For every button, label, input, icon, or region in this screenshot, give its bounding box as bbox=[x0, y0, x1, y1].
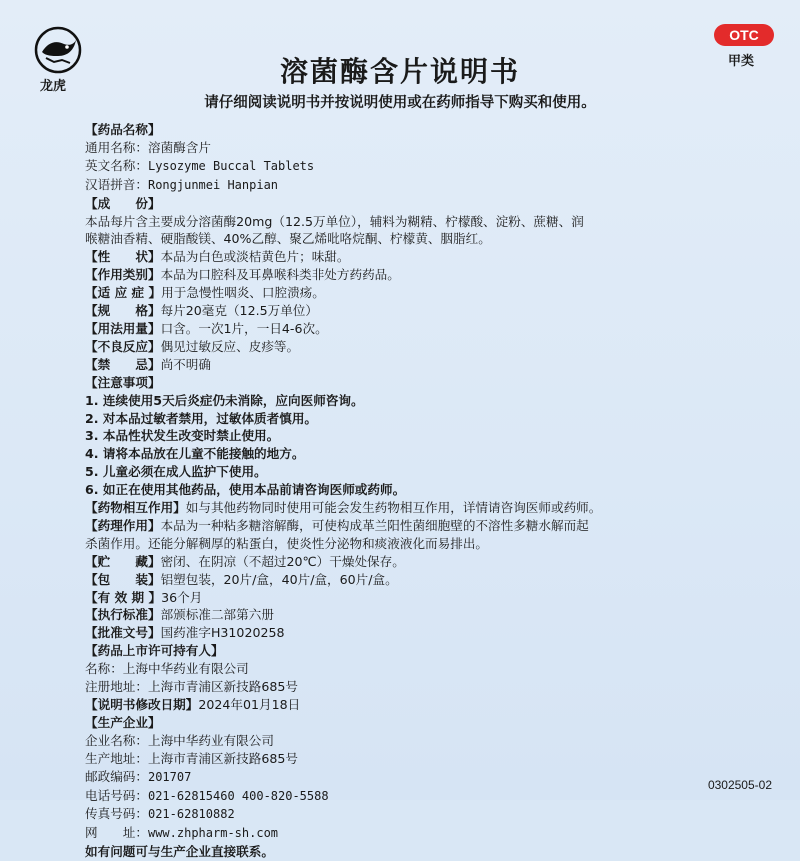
value: 国药准字H31020258 bbox=[160, 625, 285, 641]
value: 本品为一种粘多糖溶解酶，可使构成革兰阳性菌细胞壁的不溶性多糖水解而起 bbox=[160, 517, 589, 533]
standard-row bbox=[85, 606, 775, 624]
phone-row bbox=[85, 787, 775, 806]
common-name-row bbox=[85, 139, 775, 157]
value: Rongjunmei Hanpian bbox=[147, 177, 279, 192]
value: 上海市青浦区新技路685号 bbox=[147, 750, 298, 766]
appearance-row bbox=[85, 248, 775, 266]
precaution-item: 4. 请将本品放在儿童不能接触的地方。 bbox=[85, 446, 305, 462]
value: 上海中华药业有限公司 bbox=[122, 661, 249, 677]
precaution-item: 1. 连续使用5天后炎症仍未消除，应向医师咨询。 bbox=[85, 392, 364, 408]
revision-row bbox=[85, 696, 775, 714]
value: www.zhpharm-sh.com bbox=[147, 826, 279, 841]
value: 密闭、在阴凉（不超过20℃）干燥处保存。 bbox=[160, 553, 405, 569]
label: 名称： bbox=[85, 661, 123, 677]
package-row bbox=[85, 571, 775, 589]
label: 邮政编码： bbox=[85, 768, 148, 784]
value: 36个月 bbox=[161, 589, 203, 605]
english-name-row bbox=[85, 157, 775, 176]
value: 用于急慢性咽炎、口腔溃疡。 bbox=[161, 285, 325, 301]
leaflet-content bbox=[85, 121, 775, 861]
label: 【用法用量】 bbox=[85, 320, 161, 336]
footer-code: 0302505-02 bbox=[707, 778, 772, 792]
label: 【批准文号】 bbox=[85, 625, 161, 641]
precaution-item: 6. 如正在使用其他药品，使用本品前请咨询医师或药师。 bbox=[85, 482, 406, 498]
label: 通用名称： bbox=[85, 139, 148, 155]
section-name-header: 【药品名称】 bbox=[85, 122, 161, 137]
dosage-row bbox=[85, 320, 775, 338]
value: 上海市青浦区新技路685号 bbox=[147, 679, 298, 695]
holder-name-row bbox=[85, 660, 775, 678]
otc-badge: OTC bbox=[714, 24, 774, 46]
value: Lysozyme Buccal Tablets bbox=[147, 158, 315, 173]
value: 如与其他药物同时使用可能会发生药物相互作用，详情请咨询医师或药师。 bbox=[185, 500, 602, 516]
contra-row bbox=[85, 356, 775, 374]
value: 2024年01月18日 bbox=[198, 697, 301, 712]
pinyin-row bbox=[85, 176, 775, 195]
label: 【药物相互作用】 bbox=[85, 500, 186, 516]
page-title: 溶菌酶含片说明书 bbox=[279, 55, 520, 88]
label: 【包 装】 bbox=[85, 571, 161, 587]
precaution-item: 3. 本品性状发生改变时禁止使用。 bbox=[85, 428, 280, 444]
postcode-row bbox=[85, 768, 775, 787]
section-precautions: 【注意事项】 bbox=[85, 374, 161, 390]
value: 部颁标准二部第六册 bbox=[160, 607, 274, 623]
label: 【禁 忌】 bbox=[85, 356, 161, 372]
value: 偶见过敏反应、皮疹等。 bbox=[160, 338, 300, 354]
ingredients-line-1: 本品每片含主要成分溶菌酶20mg（12.5万单位），辅料为糊精、柠檬酸、淀粉、蔗糖、润 bbox=[85, 213, 584, 229]
value: 201707 bbox=[147, 769, 192, 784]
label: 英文名称： bbox=[85, 157, 148, 173]
fax-row bbox=[85, 805, 775, 824]
value: 铝塑包装，20片/盒，40片/盒，60片/盒。 bbox=[160, 571, 398, 587]
section-ingredients: 【成 份】 bbox=[85, 195, 161, 211]
interaction-row bbox=[85, 499, 775, 517]
mfr-addr-row bbox=[85, 750, 775, 768]
label: 【有 效 期 】 bbox=[85, 589, 162, 605]
pharmacology-row bbox=[85, 517, 775, 535]
value: 021-62810882 bbox=[147, 807, 235, 822]
value: 本品为口腔科及耳鼻喉科类非处方药药品。 bbox=[160, 267, 400, 283]
value: 尚不明确 bbox=[160, 356, 211, 372]
label: 【说明书修改日期】 bbox=[85, 697, 199, 712]
section-manufacturer: 【生产企业】 bbox=[85, 714, 161, 730]
value: 021-62815460 400-820-5588 bbox=[147, 788, 329, 803]
label: 汉语拼音： bbox=[85, 176, 148, 192]
value: 上海中华药业有限公司 bbox=[147, 732, 274, 748]
label: 【不良反应】 bbox=[85, 338, 161, 354]
label: 企业名称： bbox=[85, 732, 148, 748]
label: 【执行标准】 bbox=[85, 607, 161, 623]
closing-note: 如有问题可与生产企业直接联系。 bbox=[85, 844, 274, 860]
holder-addr-row bbox=[85, 678, 775, 696]
brand-name: 龙虎 bbox=[40, 79, 67, 94]
spec-row bbox=[85, 302, 775, 320]
precaution-item: 2. 对本品过敏者禁用，过敏体质者慎用。 bbox=[85, 410, 318, 426]
label: 【贮 藏】 bbox=[85, 553, 161, 569]
value: 每片20毫克（12.5万单位） bbox=[160, 303, 318, 319]
section-holder: 【药品上市许可持有人】 bbox=[85, 643, 224, 659]
otc-class: 甲类 bbox=[728, 54, 755, 69]
approval-row bbox=[85, 624, 775, 642]
pharmacology-line-2: 杀菌作用。还能分解稠厚的粘蛋白，使炎性分泌物和痰液液化而易排出。 bbox=[85, 535, 488, 551]
page-subtitle: 请仔细阅读说明书并按说明使用或在药师指导下购买和使用。 bbox=[204, 95, 596, 111]
indication-row bbox=[85, 284, 775, 302]
label: 【规 格】 bbox=[85, 303, 161, 319]
value: 口含。一次1片，一日4-6次。 bbox=[160, 320, 328, 336]
value: 本品为白色或淡桔黄色片；味甜。 bbox=[160, 249, 350, 265]
label: 【性 状】 bbox=[85, 249, 161, 265]
adverse-row bbox=[85, 338, 775, 356]
label: 网 址： bbox=[85, 825, 148, 841]
precaution-item: 5. 儿童必须在成人监护下使用。 bbox=[85, 464, 267, 480]
category-row bbox=[85, 266, 775, 284]
label: 电话号码： bbox=[85, 787, 148, 803]
label: 传真号码： bbox=[85, 806, 148, 822]
label: 【药理作用】 bbox=[85, 517, 161, 533]
storage-row bbox=[85, 553, 775, 571]
label: 【作用类别】 bbox=[85, 267, 161, 283]
value: 溶菌酶含片 bbox=[147, 139, 211, 155]
label: 【适 应 症 】 bbox=[85, 285, 162, 301]
mfr-name-row bbox=[85, 732, 775, 750]
web-row bbox=[85, 824, 775, 843]
validity-row bbox=[85, 589, 775, 607]
label: 注册地址： bbox=[85, 679, 148, 695]
label: 生产地址： bbox=[85, 750, 148, 766]
ingredients-line-2: 喉糖油香精、硬脂酸镁、40%乙醇、聚乙烯吡咯烷酮、柠檬黄、胭脂红。 bbox=[85, 231, 491, 247]
